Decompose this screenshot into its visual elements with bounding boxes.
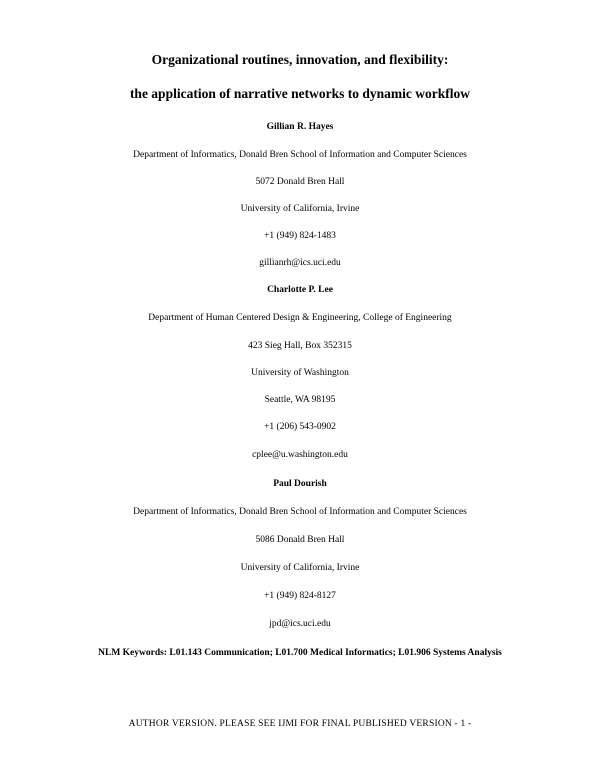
- author-name: Paul Dourish: [273, 479, 327, 489]
- author-email: cplee@u.washington.edu: [252, 450, 348, 460]
- author-address: 5072 Donald Bren Hall: [255, 177, 345, 187]
- author-address: 5086 Donald Bren Hall: [255, 535, 345, 545]
- author-name: Charlotte P. Lee: [267, 285, 333, 295]
- author-phone: +1 (949) 824-1483: [264, 231, 336, 241]
- author-department: Department of Human Centered Design & Engineering, College of Engineering: [148, 313, 452, 323]
- author-name: Gillian R. Hayes: [266, 122, 334, 132]
- author-department: Department of Informatics, Donald Bren School of Information and Computer Sciences: [133, 507, 467, 517]
- page-footer: AUTHOR VERSION. PLEASE SEE IJMI FOR FINAL PUBLISHED VERSION - 1 -: [128, 719, 472, 729]
- author-email: gillianrh@ics.uci.edu: [259, 258, 341, 268]
- author-institution: University of California, Irvine: [240, 563, 360, 573]
- author-phone: +1 (206) 543-0902: [264, 422, 336, 432]
- author-city: Seattle, WA 98195: [264, 395, 336, 405]
- author-institution: University of California, Irvine: [240, 204, 360, 214]
- author-institution: University of Washington: [251, 368, 349, 378]
- paper-title-line-2: the application of narrative networks to dynamic workflow: [129, 86, 471, 101]
- keywords: NLM Keywords: L01.143 Communication; L01.700 Medical Informatics; L01.906 Systems Analysis: [98, 648, 502, 658]
- author-phone: +1 (949) 824-8127: [264, 591, 336, 601]
- paper-title-line-1: Organizational routines, innovation, and flexibility:: [151, 52, 449, 67]
- author-email: jpd@ics.uci.edu: [269, 619, 331, 629]
- author-department: Department of Informatics, Donald Bren School of Information and Computer Sciences: [133, 150, 467, 160]
- author-address: 423 Sieg Hall, Box 352315: [248, 341, 352, 351]
